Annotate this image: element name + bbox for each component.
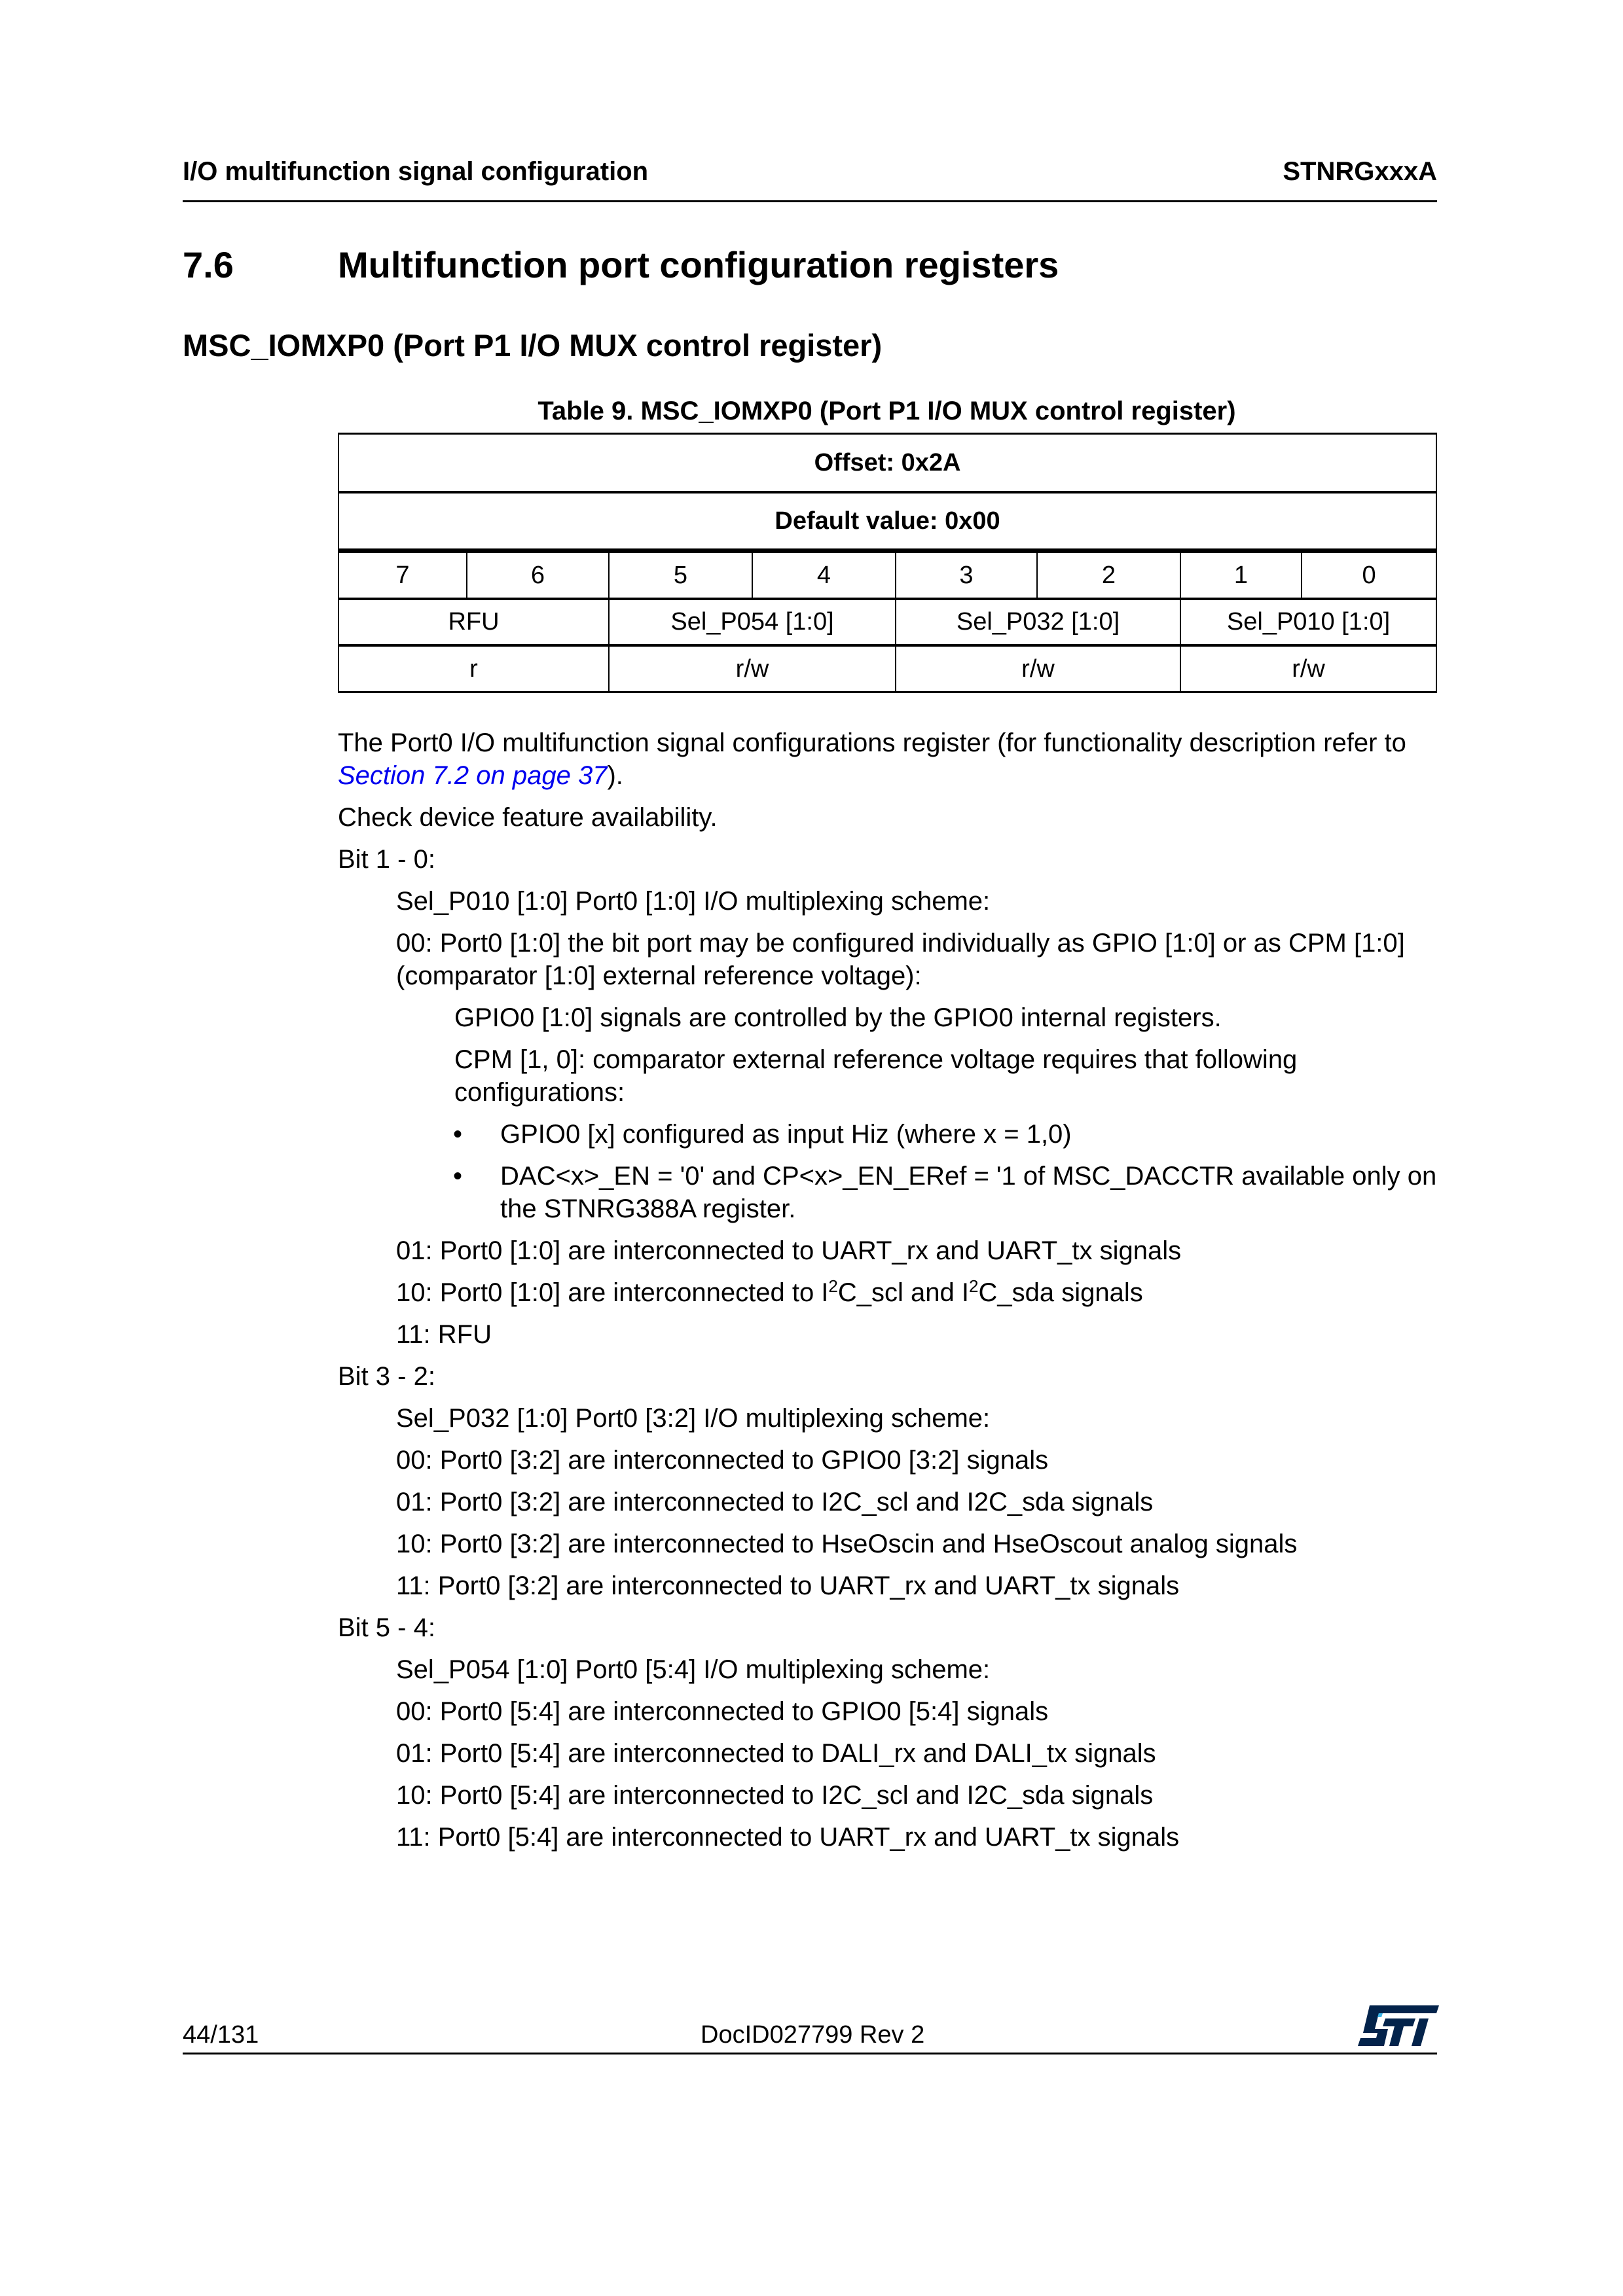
register-table (338, 433, 1437, 693)
bit-5-4-value: 11: Port0 [5:4] are interconnected to UART_rx and UART_tx signals (396, 1823, 1180, 1852)
bit-cell: 0 (1302, 551, 1436, 600)
bit-cell: 6 (467, 551, 609, 600)
bit-1-0-value-00: 00: Port0 [1:0] the bit port may be configured individually as GPIO [1:0] or as CPM [1:0] (comparator [1:0] external reference voltage): (396, 929, 1405, 990)
bit-5-4-label: Bit 5 - 4: (338, 1613, 435, 1642)
bullet-icon: • (453, 1162, 463, 1191)
field-name-cell: Sel_P032 [1:0] (896, 599, 1180, 645)
list-item: • GPIO0 [x] configured as input Hiz (where x = 1,0) (500, 1118, 1444, 1151)
default-value-cell: Default value: 0x00 (338, 492, 1436, 551)
bit-5-4-value: 00: Port0 [5:4] are interconnected to GPIO0 [5:4] signals (396, 1697, 1049, 1726)
bit-1-0-scheme: Sel_P010 [1:0] Port0 [1:0] I/O multiplexing scheme: (396, 887, 991, 916)
register-description (338, 726, 1444, 1863)
bit-cell: 7 (338, 551, 467, 600)
bit-3-2-scheme: Sel_P032 [1:0] Port0 [3:2] I/O multiplexing scheme: (396, 1404, 991, 1433)
bit-1-0-label: Bit 1 - 0: (338, 845, 435, 874)
bit-3-2-label: Bit 3 - 2: (338, 1362, 435, 1391)
access-cell: r (338, 645, 609, 692)
access-cell: r/w (609, 645, 896, 692)
page-number: 44/131 (183, 2021, 259, 2049)
bit-3-2-value: 10: Port0 [3:2] are interconnected to HseOscin and HseOscout analog signals (396, 1530, 1298, 1558)
bit-5-4-scheme: Sel_P054 [1:0] Port0 [5:4] I/O multiplexing scheme: (396, 1655, 991, 1684)
bit-1-0-value-10: 10: Port0 [1:0] are interconnected to $I^2C\_scl$ and $I^2C\_sda$ signals (396, 1276, 1143, 1307)
bit-5-4-value: 01: Port0 [5:4] are interconnected to DALI_rx and DALI_tx signals (396, 1739, 1156, 1768)
bullet-icon: • (453, 1120, 463, 1149)
section-link[interactable]: Section 7.2 on page 37 (338, 761, 608, 790)
bit-3-2-value: 01: Port0 [3:2] are interconnected to I2C_scl and I2C_sda signals (396, 1488, 1154, 1516)
bit-cell: 3 (896, 551, 1037, 600)
bit-cell: 5 (609, 551, 752, 600)
doc-id: DocID027799 Rev 2 (701, 2021, 925, 2049)
bit-1-0-value-11: 11: RFU (396, 1320, 492, 1349)
field-name-cell: RFU (338, 599, 609, 645)
gpio-note: GPIO0 [1:0] signals are controlled by the GPIO0 internal registers. (454, 1003, 1222, 1032)
register-heading: MSC_IOMXP0 (Port P1 I/O MUX control register) (183, 328, 883, 363)
intro-paragraph: The Port0 I/O multifunction signal configurations register (for functionality description refer to Section 7.2 on page 37). (338, 728, 1406, 790)
section-title: Multifunction port configuration registers (338, 244, 1059, 285)
bit-cell: 1 (1180, 551, 1302, 600)
field-name-cell: Sel_P010 [1:0] (1180, 599, 1436, 645)
bit-5-4-value: 10: Port0 [5:4] are interconnected to I2C_scl and I2C_sda signals (396, 1781, 1154, 1810)
bit-3-2-value: 11: Port0 [3:2] are interconnected to UART_rx and UART_tx signals (396, 1571, 1180, 1600)
access-cell: r/w (896, 645, 1180, 692)
check-note: Check device feature availability. (338, 803, 718, 832)
st-logo-icon (1355, 2003, 1440, 2049)
bit-cell: 4 (752, 551, 896, 600)
bit-cell: 2 (1037, 551, 1180, 600)
running-header-title: I/O multifunction signal configuration (183, 157, 649, 186)
field-name-cell: Sel_P054 [1:0] (609, 599, 896, 645)
running-header-product: STNRGxxxA (1283, 157, 1437, 186)
bit-1-0-value-01: 01: Port0 [1:0] are interconnected to UART_rx and UART_tx signals (396, 1236, 1182, 1265)
table-caption: Table 9. MSC_IOMXP0 (Port P1 I/O MUX control register) (538, 397, 1236, 425)
list-item: • DAC<x>_EN = '0' and CP<x>_EN_ERef = '1 of MSC_DACCTR available only on the STNRG388A register. (500, 1160, 1444, 1225)
footer-rule (183, 2053, 1437, 2054)
header-rule (183, 200, 1437, 202)
access-cell: r/w (1180, 645, 1436, 692)
section-number: 7.6 (183, 244, 234, 285)
cpm-note: CPM [1, 0]: comparator external reference voltage requires that following configurations: (454, 1045, 1298, 1107)
offset-cell: Offset: 0x2A (338, 434, 1436, 493)
bit-3-2-value: 00: Port0 [3:2] are interconnected to GPIO0 [3:2] signals (396, 1446, 1049, 1475)
